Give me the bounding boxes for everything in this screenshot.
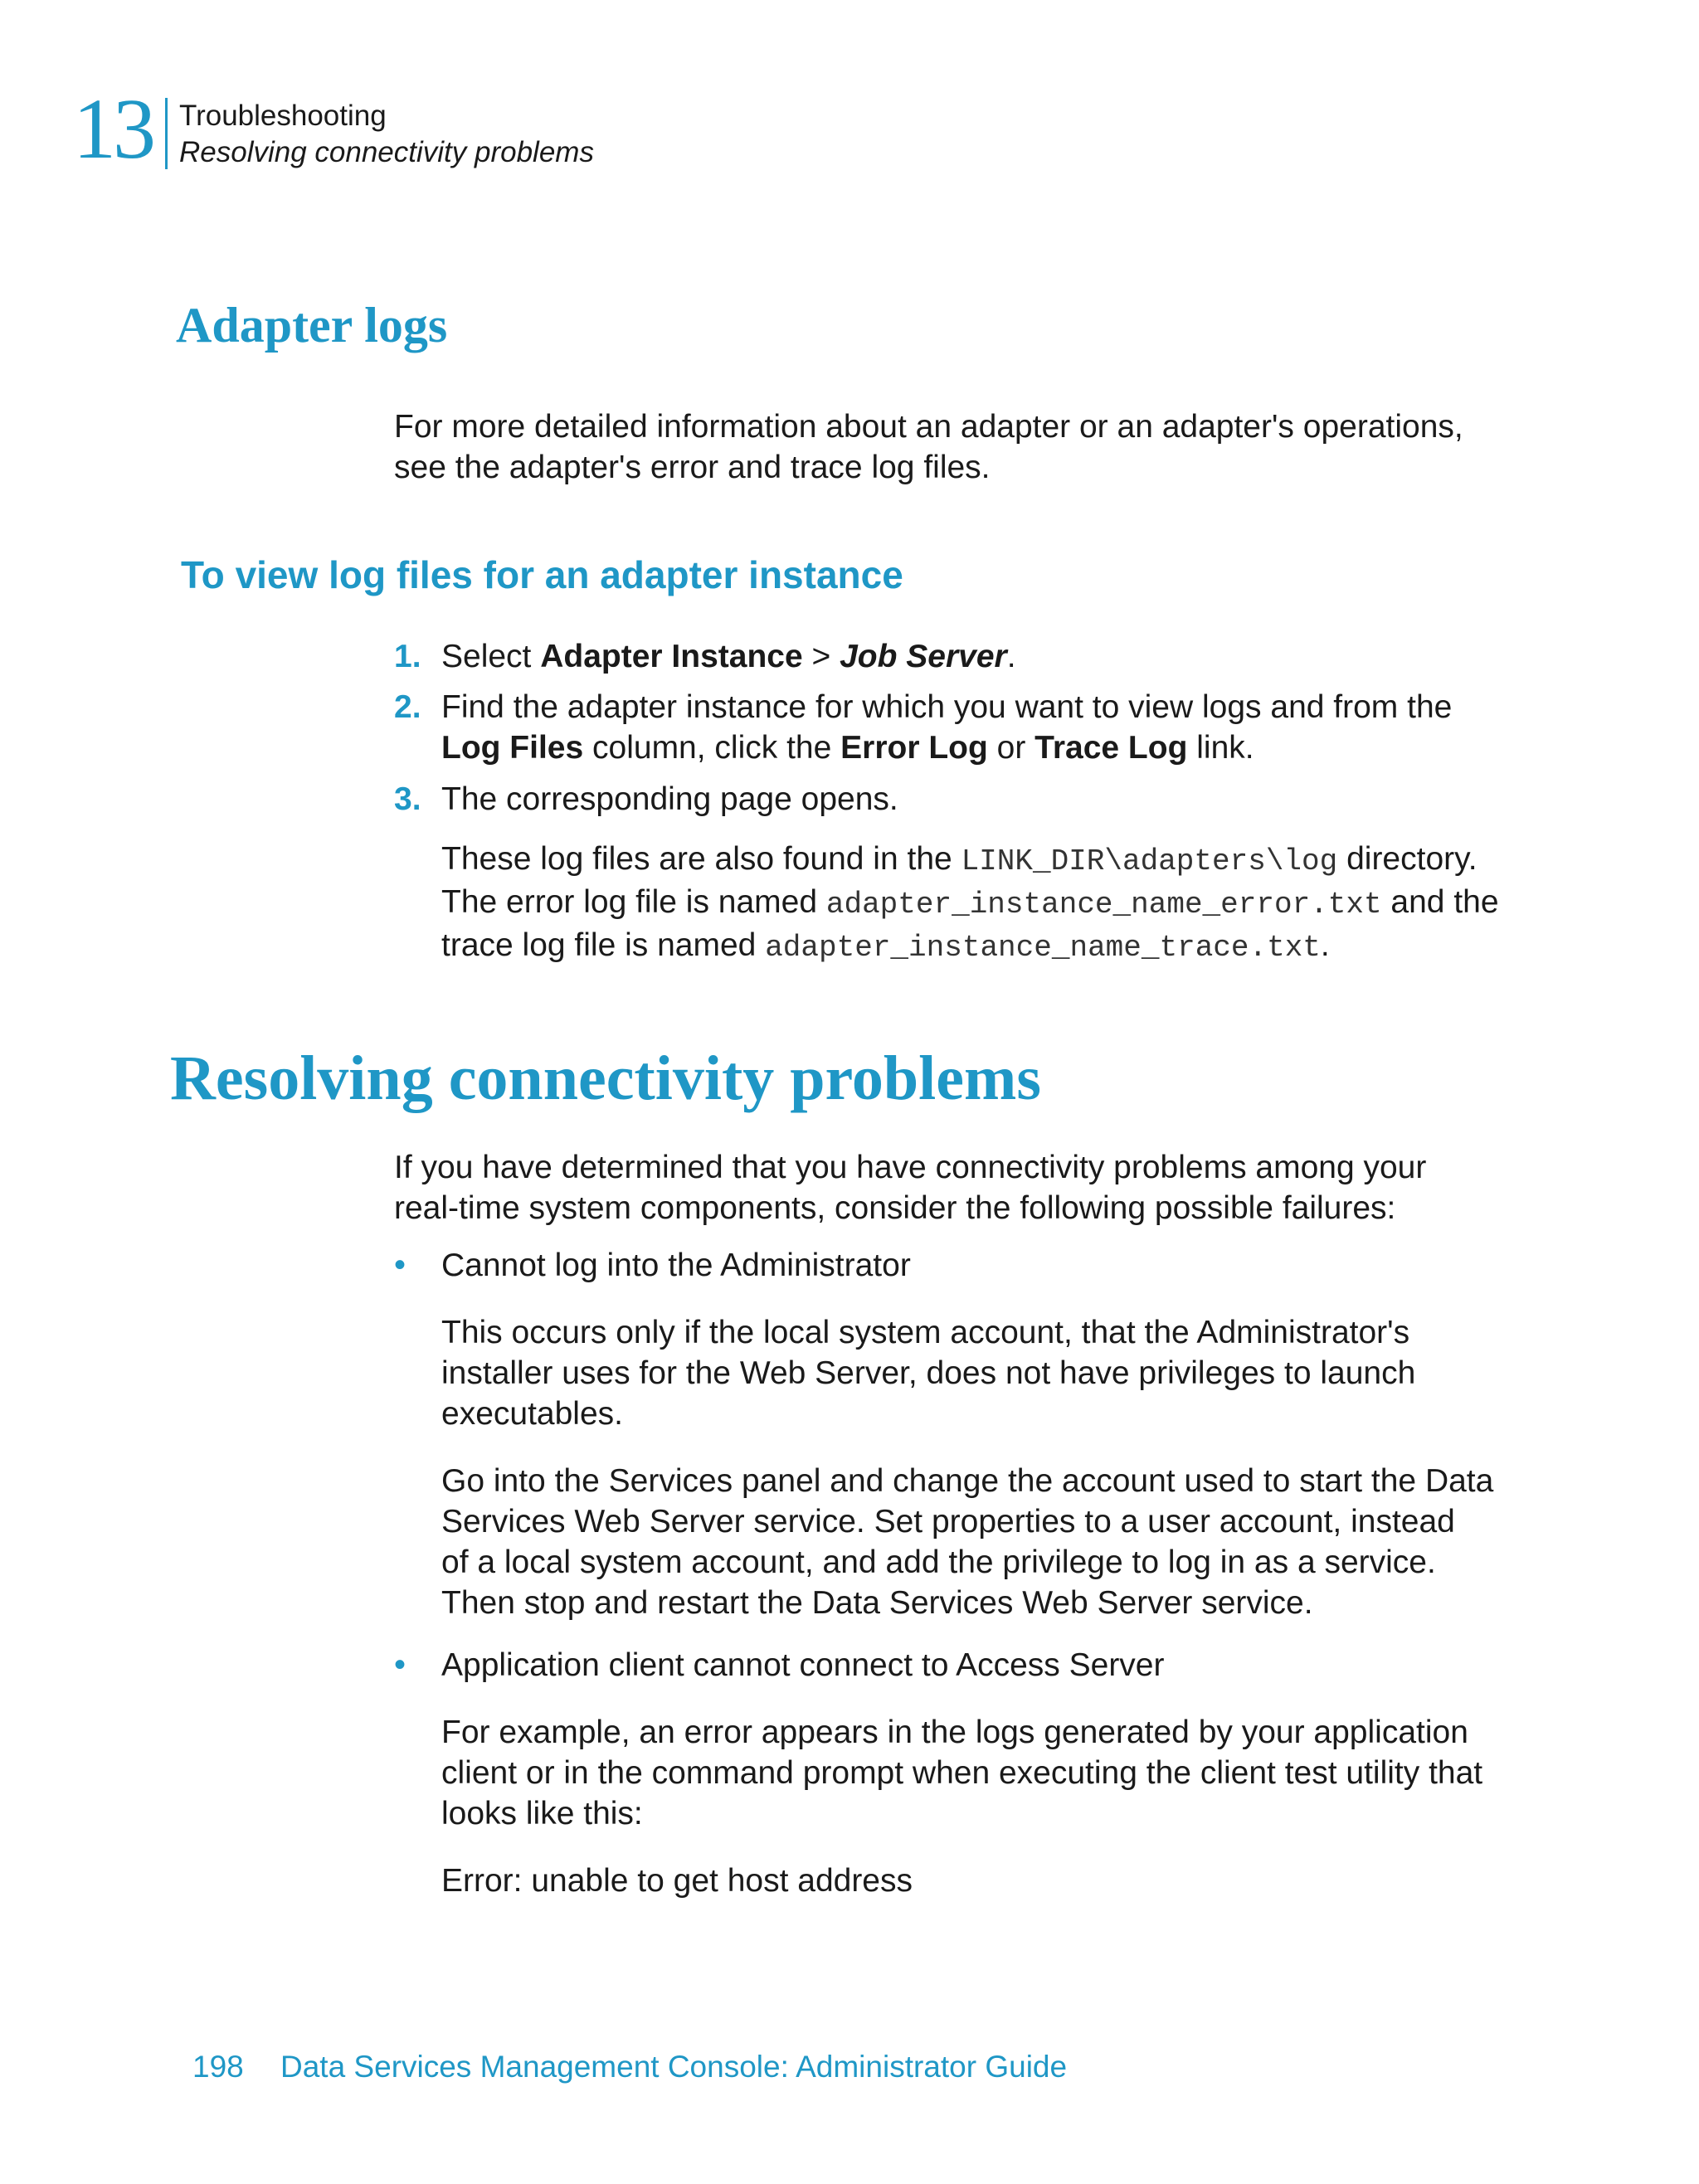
- footer-page-number: 198: [192, 2050, 244, 2084]
- header-chapter-title: Troubleshooting: [179, 100, 387, 132]
- note-error-file: adapter_instance_name_error.txt: [825, 888, 1382, 922]
- note-text-3: The error log file is named: [441, 884, 826, 920]
- failure-1-description: [441, 1312, 1553, 1434]
- failure-1-res-line1: Go into the Services panel and change the account used to start the Data: [441, 1463, 1494, 1499]
- adapter-logs-intro-line1: For more detailed information about an adapter or an adapter's operations,: [394, 409, 1463, 445]
- step-1-prefix: Select: [441, 639, 541, 674]
- step-2-text-b: or: [987, 730, 1035, 766]
- step-2-text-c: link.: [1187, 730, 1254, 766]
- step-2-trace-log: Trace Log: [1034, 730, 1188, 766]
- step-2-line1: Find the adapter instance for which you want to view logs and from the: [441, 689, 1453, 725]
- step-1-suffix: .: [1006, 639, 1016, 674]
- step-3-text: The corresponding page opens.: [441, 781, 898, 817]
- connectivity-intro: [394, 1147, 1539, 1228]
- connectivity-intro-line2: real-time system components, consider the following possible failures:: [394, 1190, 1396, 1226]
- footer-book-title: Data Services Management Console: Administrator Guide: [280, 2050, 1068, 2084]
- failure-2-description: [441, 1712, 1553, 1834]
- note-text-5: trace log file is named: [441, 927, 766, 963]
- step-1-job-server: Job Server: [840, 639, 1007, 674]
- note-text-6: .: [1320, 927, 1330, 963]
- step-3-number: 3.: [394, 781, 421, 817]
- failure-2-desc-line3: looks like this:: [441, 1796, 643, 1831]
- step-2-text-a: column, click the: [583, 730, 841, 766]
- header-section-title: Resolving connectivity problems: [179, 136, 594, 168]
- failure-2-error-example: Error: unable to get host address: [441, 1863, 913, 1899]
- connectivity-intro-line1: If you have determined that you have connectivity problems among your: [394, 1150, 1427, 1185]
- step-2-error-log: Error Log: [840, 730, 988, 766]
- header-divider: [165, 98, 168, 169]
- failure-1-res-line2: Services Web Server service. Set properties to a user account, instead: [441, 1504, 1455, 1540]
- step-1-number: 1.: [394, 639, 421, 674]
- failure-2-desc-line2: client or in the command prompt when executing the client test utility that: [441, 1755, 1483, 1791]
- step-1-adapter-instance: Adapter Instance: [540, 639, 803, 674]
- step-1-separator: >: [802, 639, 840, 674]
- note-text-4: and the: [1381, 884, 1499, 920]
- step-1-text: [441, 636, 1553, 677]
- bullet-2-marker: •: [394, 1647, 406, 1683]
- chapter-number: 13: [73, 81, 153, 177]
- note-trace-file: adapter_instance_name_trace.txt: [765, 931, 1321, 965]
- adapter-logs-intro: [394, 406, 1539, 488]
- bullet-1-marker: •: [394, 1247, 406, 1283]
- note-text-2: directory.: [1337, 841, 1477, 877]
- step-2-text: [441, 687, 1553, 768]
- failure-1-resolution: [441, 1461, 1553, 1623]
- failure-1-res-line4: Then stop and restart the Data Services Web Server service.: [441, 1585, 1313, 1621]
- failure-1-desc-line3: executables.: [441, 1396, 623, 1432]
- failure-2-title: Application client cannot connect to Access Server: [441, 1647, 1165, 1683]
- note-text-1: These log files are also found in the: [441, 841, 961, 877]
- adapter-logs-heading: Adapter logs: [176, 298, 448, 353]
- log-files-note: [441, 839, 1553, 968]
- failure-1-desc-line2: installer uses for the Web Server, does not have privileges to launch: [441, 1355, 1416, 1391]
- note-log-dir: LINK_DIR\adapters\log: [961, 844, 1338, 878]
- failure-1-res-line3: of a local system account, and add the privilege to log in as a service.: [441, 1544, 1436, 1580]
- connectivity-heading: Resolving connectivity problems: [170, 1043, 1041, 1113]
- failure-1-desc-line1: This occurs only if the local system account, that the Administrator's: [441, 1315, 1410, 1350]
- failure-1-title: Cannot log into the Administrator: [441, 1248, 911, 1283]
- step-2-number: 2.: [394, 689, 421, 725]
- step-2-log-files: Log Files: [441, 730, 584, 766]
- procedure-heading: To view log files for an adapter instance: [181, 553, 903, 596]
- failure-2-desc-line1: For example, an error appears in the logs generated by your application: [441, 1715, 1468, 1750]
- adapter-logs-intro-line2: see the adapter's error and trace log files.: [394, 450, 991, 485]
